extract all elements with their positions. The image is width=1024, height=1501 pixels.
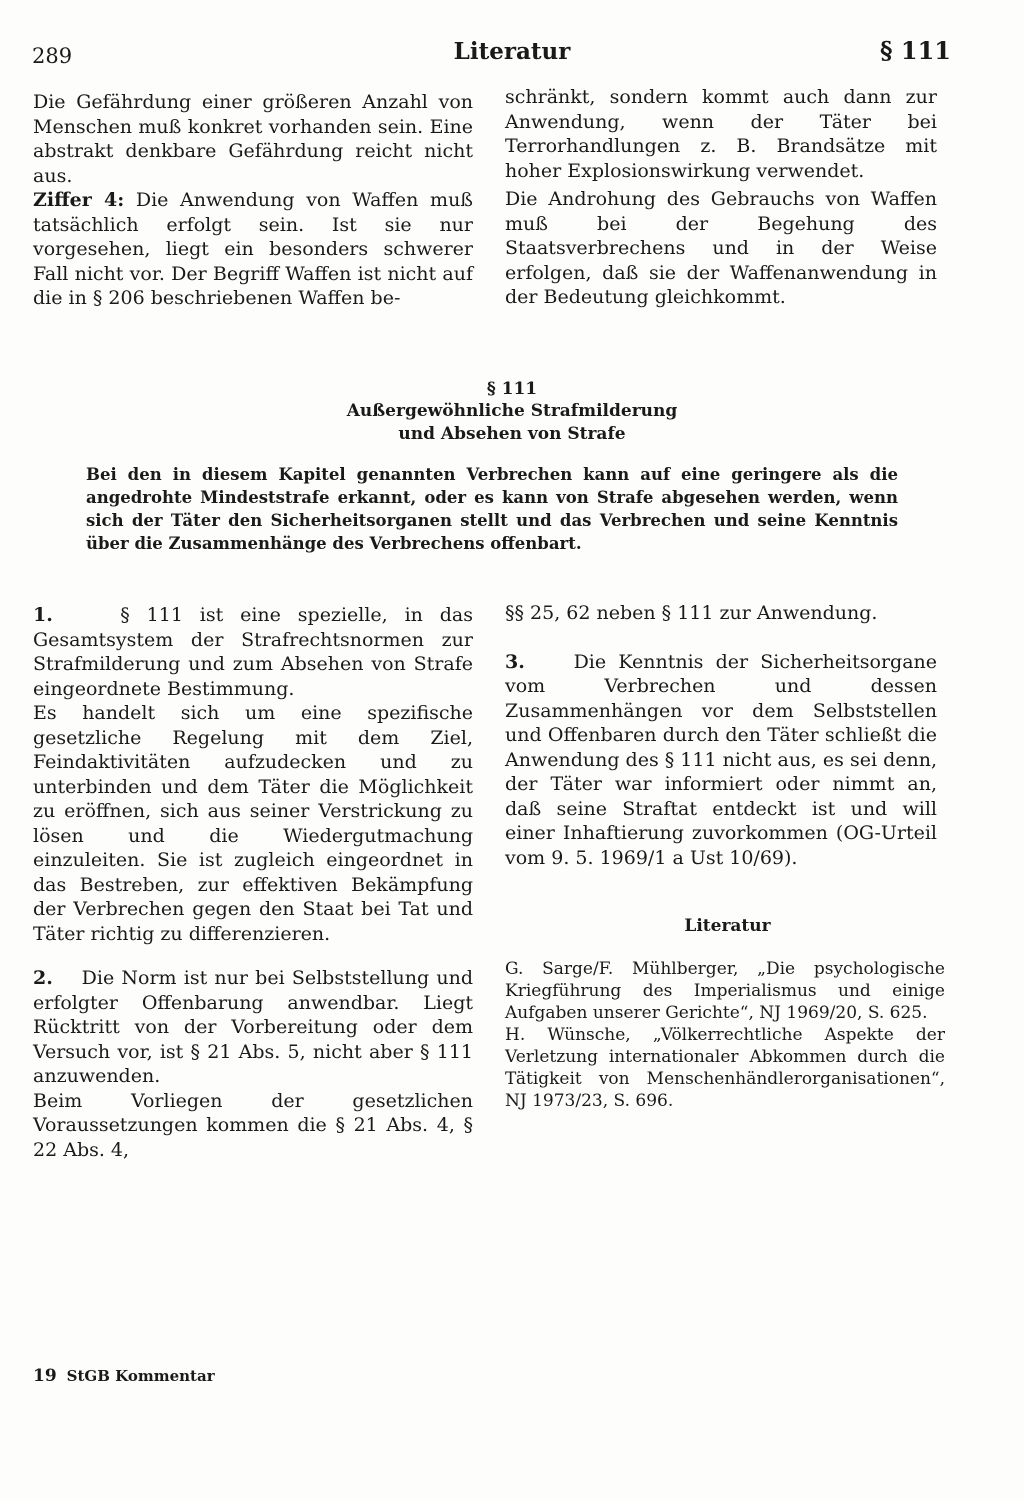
section-title-line-2: und Absehen von Strafe xyxy=(398,424,626,444)
note-1-continuation: Es handelt sich um eine spezifische gesetzliche Regelung mit dem Ziel, Feindaktivitäten aufzudecken und zu unterbinden und dem Täter die Möglichkeit zu eröffnen, sich aus seiner Verstrickung zu lösen und die Wiedergutmachung einzuleiten. Sie ist zugleich eingeordnet in das Bestreben, zur effektiven Bekämpfung der Verbrechen gegen den Staat bei Tat und Täter richtig zu differenzieren. xyxy=(33,702,473,945)
signature-mark: 19 xyxy=(33,1366,57,1386)
note-1-label: 1. xyxy=(33,604,53,626)
ziffer-label: Ziffer 4: xyxy=(33,189,125,211)
literature-heading: Literatur xyxy=(684,916,771,936)
running-title: Literatur xyxy=(453,38,571,65)
section-title-line-1: Außergewöhnliche Strafmilderung xyxy=(346,401,678,421)
note-1-text: § 111 ist eine spezielle, in das Gesamtsystem der Strafrechtsnormen zur Strafmilderung und zum Absehen von Strafe eingeordnete Bestimmung. xyxy=(33,604,473,700)
note-3 xyxy=(505,650,937,871)
note-2-end: §§ 25, 62 neben § 111 zur Anwendung. xyxy=(505,602,878,624)
top-right-paragraph-2: Die Androhung des Gebrauchs von Waffen muß bei der Begehung des Staatsverbrechens und in der Weise erfolgen, daß sie der Waffenanwendung in der Bedeutung gleichkommt. xyxy=(505,188,937,308)
section-number: § 111 xyxy=(486,379,538,399)
section-law-text: Bei den in diesem Kapitel genannten Verbrechen kann auf eine geringere als die angedrohte Mindeststrafe erkannt, oder es kann von Strafe abgesehen werden, wenn sich der Täter den Sicherheitsorganen stellt und das Verbrechen und seine Kenntnis über die Zusammenhänge des Verbrechens offenbart. xyxy=(86,465,898,553)
literature-list xyxy=(505,958,945,1112)
running-section: § 111 xyxy=(880,36,952,65)
top-left-paragraph-1: Die Gefährdung einer größeren Anzahl von Menschen muß konkret vorhanden sein. Eine abstrakt denkbare Gefährdung reicht nicht aus. xyxy=(33,91,473,187)
note-3-label: 3. xyxy=(505,650,525,673)
literature-entry: H. Wünsche, „Völkerrechtliche Aspekte der Verletzung internationaler Abkommen durch die Tätigkeit von Menschenhändlerorganisationen“, NJ 1973/23, S. 696. xyxy=(505,1025,945,1111)
page-number: 289 xyxy=(32,44,73,68)
top-right-paragraph-1: schränkt, sondern kommt auch dann zur Anwendung, wenn der Täter bei Terrorhandlungen z. B. Brandsätze mit hoher Explosionswirkung verwendet. xyxy=(505,86,937,182)
top-left-paragraph-2 xyxy=(33,188,473,311)
footer-label: StGB Kommentar xyxy=(66,1367,215,1385)
ziffer-text: Die Anwendung von Waffen muß tatsächlich erfolgt sein. Ist sie nur vorgesehen, liegt ein besonders schwerer Fall nicht vor. Der Begriff Waffen ist nicht auf die in § 206 beschriebenen Waffen be- xyxy=(33,189,473,309)
commentary-left-column xyxy=(33,603,473,1162)
note-3-text: Die Kenntnis der Sicherheitsorgane vom Verbrechen und dessen Zusammenhängen vor dem Selbststellen und Offenbaren durch den Täter schließt die Anwendung des § 111 nicht aus, es sei denn, der Täter war informiert oder nimmt an, daß seine Straftat entdeckt ist und will einer Inhaftierung zuvorkommen (OG-Urteil vom 9. 5. 1969/1 a Ust 10/69). xyxy=(505,650,937,869)
note-2 xyxy=(33,966,473,1089)
literature-entry: G. Sarge/F. Mühlberger, „Die psychologische Kriegführung des Imperialismus und einige Aufgaben unserer Gerichte“, NJ 1969/20, S. 625. xyxy=(505,959,945,1023)
commentary-right-column xyxy=(505,601,937,870)
page-footer xyxy=(33,1366,215,1386)
note-2-text: Die Norm ist nur bei Selbststellung und erfolgter Offenbarung anwendbar. Liegt Rücktritt von der Vorbereitung oder dem Versuch vor, ist § 21 Abs. 5, nicht aber § 111 anzuwenden. xyxy=(33,967,473,1087)
top-right-column xyxy=(505,85,937,310)
top-left-column xyxy=(33,90,473,311)
note-2-continuation: Beim Vorliegen der gesetzlichen Voraussetzungen kommen die § 21 Abs. 4, § 22 Abs. 4, xyxy=(33,1089,473,1161)
note-2-label: 2. xyxy=(33,967,53,989)
note-1 xyxy=(33,603,473,701)
